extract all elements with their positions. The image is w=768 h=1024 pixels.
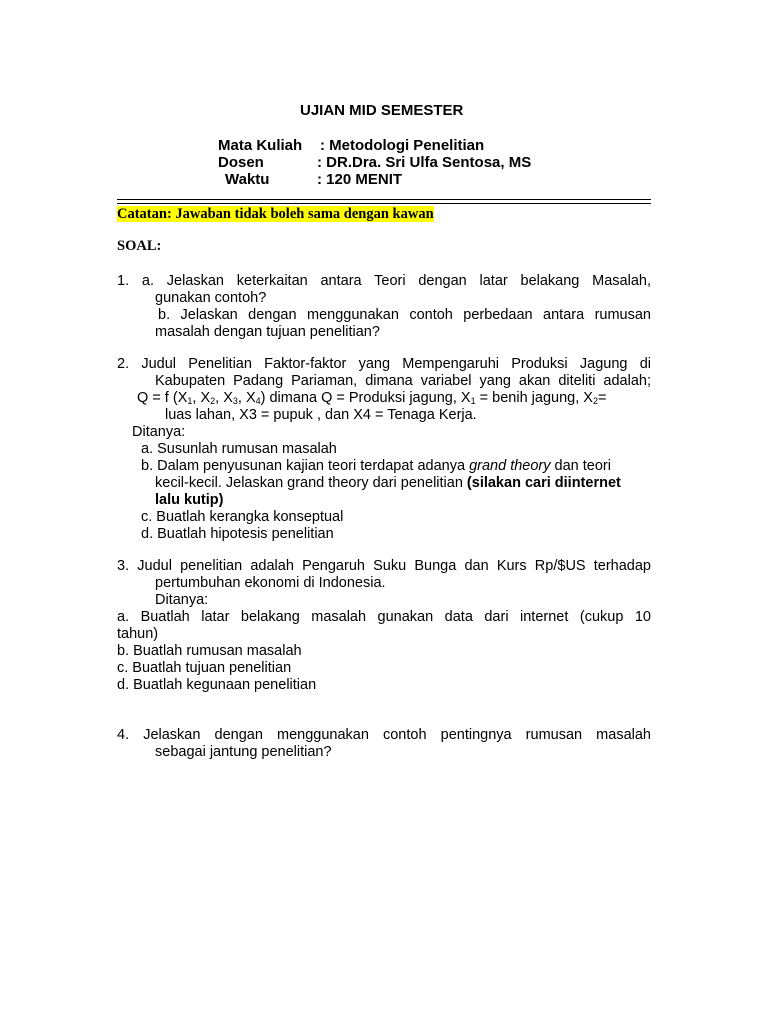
q4-line1: 4. Jelaskan dengan menggunakan contoh pentingnya rumusan masalah (117, 727, 651, 743)
lecturer-value: : DR.Dra. Sri Ulfa Sentosa, MS (317, 154, 532, 171)
formula-sub: 2 (592, 396, 598, 406)
formula-q: Q = f (X (137, 390, 188, 406)
formula-text: ) dimana Q = Produksi jagung, X (260, 390, 471, 406)
formula-sub: 3 (232, 396, 238, 406)
q2-item-b-line1 (141, 458, 611, 475)
exam-title: UJIAN MID SEMESTER (300, 102, 464, 119)
q2-item-d: d. Buatlah hipotesis penelitian (141, 526, 334, 542)
q2-ditanya: Ditanya: (132, 424, 186, 440)
time-label: Waktu (225, 171, 270, 188)
q1-b-line2: masalah dengan tujuan penelitian? (155, 324, 380, 340)
formula-text: = (597, 390, 607, 406)
q1-a-line1: 1. a. Jelaskan keterkaitan antara Teori dengan latar belakang Masalah, (117, 273, 651, 289)
formula-text: , X (237, 390, 256, 406)
formula-sub: 1 (470, 396, 476, 406)
q3-item-c: c. Buatlah tujuan penelitian (117, 660, 292, 676)
q3-item-a-line2: tahun) (117, 626, 159, 642)
q3-line1: 3. Judul penelitian adalah Pengaruh Suku Bunga dan Kurs Rp/$US terhadap (117, 558, 651, 574)
divider-rule-bottom (117, 203, 651, 204)
q2-b-bold: (silakan cari diinternet (466, 475, 621, 491)
q2-b-text: dan teori (554, 458, 611, 474)
course-value: : Metodologi Penelitian (320, 137, 485, 154)
q1-a-line2: gunakan contoh? (155, 290, 267, 306)
q2-item-b-line3: lalu kutip) (155, 492, 224, 508)
q3-item-b: b. Buatlah rumusan masalah (117, 643, 302, 659)
formula-sub: 4 (255, 396, 261, 406)
formula-text: = benih jagung, X (475, 390, 593, 406)
soal-heading: SOAL: (117, 238, 162, 254)
lecturer-label: Dosen (218, 154, 264, 171)
q3-line2: pertumbuhan ekonomi di Indonesia. (155, 575, 386, 591)
q2-item-b-line2 (155, 475, 621, 492)
q2-line1: 2. Judul Penelitian Faktor-faktor yang Mempengaruhi Produksi Jagung di (117, 356, 651, 372)
note-line (117, 206, 434, 223)
course-label: Mata Kuliah (218, 137, 303, 154)
divider-rule-top (117, 199, 651, 200)
q3-item-a-line1: a. Buatlah latar belakang masalah gunakan data dari internet (cukup 10 (117, 609, 651, 625)
note-highlight: Catatan: Jawaban tidak boleh sama dengan kawan (117, 206, 434, 222)
q2-b-italic: grand theory (469, 458, 551, 474)
formula-sub: 1 (187, 396, 193, 406)
q2-b-text: kecil-kecil. Jelaskan grand theory dari penelitian (155, 475, 463, 491)
q2-item-a: a. Susunlah rumusan masalah (141, 441, 337, 457)
formula-text: , X (192, 390, 211, 406)
q4-line2: sebagai jantung penelitian? (155, 744, 332, 760)
q2-item-c: c. Buatlah kerangka konseptual (141, 509, 344, 525)
formula-text: , X (215, 390, 233, 406)
q3-item-d: d. Buatlah kegunaan penelitian (117, 677, 317, 693)
time-value: : 120 MENIT (317, 171, 403, 188)
q3-ditanya: Ditanya: (155, 592, 209, 608)
q1-b-line1: b. Jelaskan dengan menggunakan contoh perbedaan antara rumusan (158, 307, 651, 323)
q2-formula-line (137, 390, 606, 407)
q2-b-text: b. Dalam penyusunan kajian teori terdapat adanya (141, 458, 466, 474)
formula-sub: 2 (210, 396, 216, 406)
q2-line2: Kabupaten Padang Pariaman, dimana variabel yang akan diteliti adalah; (155, 373, 651, 389)
q2-line4: luas lahan, X3 = pupuk , dan X4 = Tenaga Kerja. (165, 407, 477, 423)
